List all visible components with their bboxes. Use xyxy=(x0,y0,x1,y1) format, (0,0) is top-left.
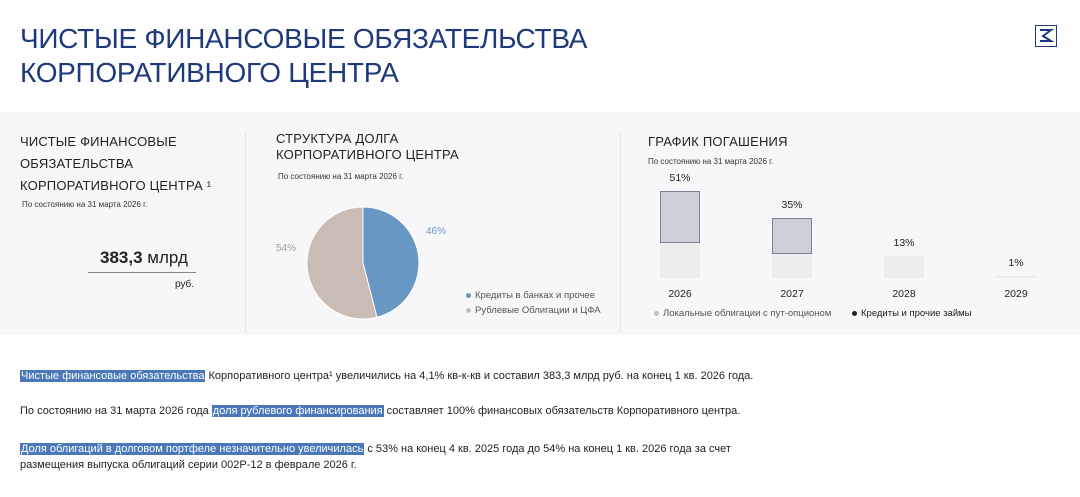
legend-dot-icon xyxy=(466,293,471,298)
column-divider xyxy=(245,132,246,332)
legend-item-credits: Кредиты и прочие займы xyxy=(852,308,972,319)
legend-dot-icon xyxy=(852,311,857,316)
x-tick-label: 2027 xyxy=(780,288,804,300)
value-underline xyxy=(88,272,196,273)
paragraph-ruble-funding: По состоянию на 31 марта 2026 года доля рублевого финансирования составляет 100% финансовых обязательств Корпоративного центра. xyxy=(20,405,741,417)
bar-credits-2026 xyxy=(660,191,700,243)
legend-dot-icon xyxy=(466,308,471,313)
title-line-1: ЧИСТЫЕ ФИНАНСОВЫЕ ОБЯЗАТЕЛЬСТВА xyxy=(20,23,588,54)
bar-value-label: 1% xyxy=(1008,257,1024,270)
legend-item-loans: Кредиты в банках и прочее xyxy=(466,290,595,301)
title-line-2: КОРПОРАТИВНОГО ЦЕНТРА xyxy=(20,57,399,88)
highlight: Доля облигаций в долговом портфеле незначительно увеличилась xyxy=(21,443,364,455)
bar-value-label: 51% xyxy=(669,172,691,184)
x-tick-label: 2029 xyxy=(1004,288,1028,300)
date-note: По состоянию на 31 марта 2026 г. xyxy=(278,172,404,181)
page-title xyxy=(20,22,720,90)
highlight: доля рублевого финансирования xyxy=(212,405,383,417)
pie-label-loans: 46% xyxy=(426,226,447,237)
column-divider xyxy=(620,132,621,332)
debt-structure-pie xyxy=(303,203,423,323)
legend-item-bonds-put: Локальные облигации с пут-опционом xyxy=(654,308,831,319)
paragraph-net-liabilities: Чистые финансовые обязательства Корпоративного центра¹ увеличились на 4,1% кв-к-кв и составил 383,3 млрд руб. на конец 1 кв. 2026 года. xyxy=(21,370,754,382)
bar-bonds-2027 xyxy=(772,254,812,278)
net-liabilities-value: 383,3 млрд xyxy=(100,248,188,267)
pie-label-bonds: 54% xyxy=(276,243,297,254)
bar-bonds-2029 xyxy=(996,276,1036,278)
bar-value-label: 35% xyxy=(781,199,803,212)
value-unit: руб. xyxy=(175,279,195,290)
bar-credits-2027 xyxy=(772,218,812,254)
x-tick-label: 2026 xyxy=(668,288,692,300)
date-note: По состоянию на 31 марта 2026 г. xyxy=(648,157,774,166)
x-tick-label: 2028 xyxy=(892,288,916,300)
net-liabilities-heading: ЧИСТЫЕ ФИНАНСОВЫЕ ОБЯЗАТЕЛЬСТВА КОРПОРАТИВНОГО ЦЕНТРА ¹ xyxy=(20,134,212,193)
paragraph-bond-share: Доля облигаций в долговом портфеле незначительно увеличилась с 53% на конец 4 кв. 2025 года до 54% на конец 1 кв. 2026 года за счет размещения выпуска облигаций серии 002Р-12 в феврале 2026 г. xyxy=(20,443,731,471)
company-logo-icon xyxy=(1035,25,1057,47)
bar-bonds-2026 xyxy=(660,243,700,278)
legend-dot-icon xyxy=(654,311,659,316)
legend-item-bonds: Рублевые Облигации и ЦФА xyxy=(466,305,601,316)
bar-value-label: 13% xyxy=(893,236,915,249)
repayment-schedule-heading: ГРАФИК ПОГАШЕНИЯ xyxy=(648,134,788,149)
debt-structure-heading: СТРУКТУРА ДОЛГА КОРПОРАТИВНОГО ЦЕНТРА xyxy=(276,131,459,162)
bar-bonds-2028 xyxy=(884,256,924,278)
highlight: Чистые финансовые обязательства xyxy=(21,370,205,382)
date-note: По состоянию на 31 марта 2026 г. xyxy=(22,200,148,209)
